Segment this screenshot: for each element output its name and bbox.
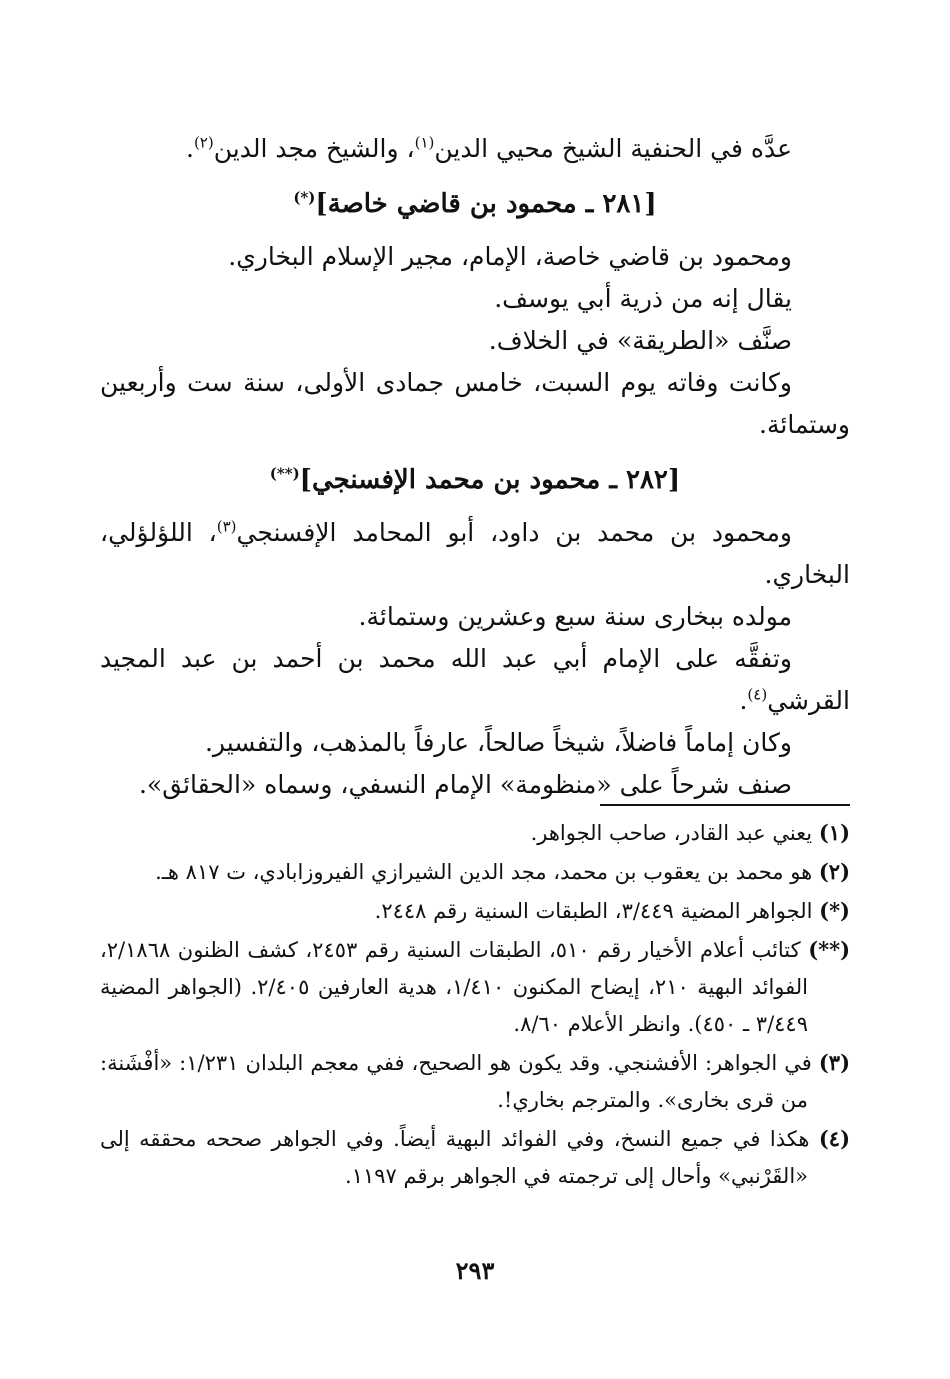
footnote-mark: (٢) (818, 859, 850, 884)
entry-282-p1-end: ، اللؤلؤلي، البخاري. (100, 518, 850, 589)
footnote-double-star (100, 931, 850, 1043)
entry-281-paragraph-4: وكانت وفاته يوم السبت، خامس جمادى الأولى، سنة ست وأربعين وستمائة. (100, 368, 850, 439)
entry-281-heading (100, 182, 850, 226)
page-number: ٢٩٣ (455, 1256, 495, 1285)
footnote-ref-1: (١) (414, 133, 435, 152)
footnote-ref-3: (٣) (216, 517, 237, 536)
footnote-text: هكذا في جميع النسخ، وفي الفوائد البهية أيضاً. وفي الجواهر صححه محققه إلى «القَرْنبي» وأحال إلى ترجمته في الجواهر برقم ١١٩٧. (100, 1127, 810, 1188)
footnote-text: يعني عبد القادر، صاحب الجواهر. (530, 821, 813, 845)
entry-282-p3-end: . (739, 686, 748, 715)
entry-282-paragraph-5: صنف شرحاً على «منظومة» الإمام النسفي، وسماه «الحقائق». (138, 770, 792, 799)
entry-281-source-mark: (*) (293, 188, 316, 207)
entry-282-paragraph-1 (100, 512, 850, 596)
entry-281-paragraph-1: ومحمود بن قاضي خاصة، الإمام، مجير الإسلام البخاري. (228, 242, 792, 271)
entry-282-p3-text: وتفقَّه على الإمام أبي عبد الله محمد بن أحمد بن عبد المجيد القرشي (100, 644, 850, 715)
entry-282-paragraph-2: مولده ببخارى سنة سبع وعشرين وستمائة. (358, 602, 792, 631)
entry-282-p1-text: ومحمود بن محمد بن داود، أبو المحامد الإفسنجي (236, 518, 792, 547)
footnote-ref-4: (٤) (747, 685, 768, 704)
entry-282-source-mark: (**) (269, 464, 300, 483)
footnote-star (100, 892, 850, 930)
entry-281-title: [٢٨١ ـ محمود بن قاضي خاصة] (315, 189, 657, 219)
entry-282-heading (100, 458, 850, 502)
entry-282-paragraph-4: وكان إماماً فاضلاً، شيخاً صالحاً، عارفاً بالمذهب، والتفسير. (204, 728, 792, 757)
intro-text-mid: ، والشيخ مجد الدين (213, 134, 415, 163)
footnote-mark: (٤) (818, 1126, 850, 1151)
footnote-text: في الجواهر: الأفشنجي. وقد يكون هو الصحيح، ففي معجم البلدان ١/٢٣١: «أفْشَنة: من قرى بخارى». والمترجم بخاري!. (100, 1051, 812, 1112)
footnote-text: الجواهر المضية ٣/٤٤٩، الطبقات السنية رقم ٢٤٤٨. (374, 899, 813, 923)
footnote-mark: (٣) (818, 1050, 850, 1075)
intro-text: عدَّه في الحنفية الشيخ محيي الدين (434, 134, 792, 163)
entry-281-paragraph-2: يقال إنه من ذرية أبي يوسف. (494, 284, 792, 313)
intro-end: . (185, 134, 194, 163)
footnote-mark: (**) (808, 937, 851, 962)
footnote-4 (100, 1120, 850, 1195)
main-text (100, 128, 850, 806)
intro-paragraph (100, 128, 850, 170)
footnote-mark: (١) (818, 820, 850, 845)
entry-282-title: [٢٨٢ ـ محمود بن محمد الإفسنجي] (299, 465, 681, 495)
footnote-3 (100, 1044, 850, 1119)
footnote-2 (100, 853, 850, 891)
entry-282-paragraph-3 (100, 638, 850, 722)
footnote-ref-2: (٢) (193, 133, 214, 152)
footnote-1 (100, 814, 850, 852)
entry-281-paragraph-3: صنَّف «الطريقة» في الخلاف. (488, 326, 792, 355)
footnote-text: هو محمد بن يعقوب بن محمد، مجد الدين الشيرازي الفيروزابادي، ت ٨١٧ هـ. (155, 860, 813, 884)
footnotes (100, 814, 850, 1196)
footnote-separator (600, 804, 850, 806)
footnote-mark: (*) (819, 898, 850, 923)
footnote-text: كتائب أعلام الأخيار رقم ٥١٠، الطبقات السنية رقم ٢٤٥٣، كشف الظنون ٢/١٨٦٨، الفوائد البهية ٢١٠، إيضاح المكنون ١/٤١٠، هدية العارفين ٢/٤٠٥. (الجواهر المضية ٣/٤٤٩ ـ ٤٥٠). وانظر الأعلام ٨/٦٠. (100, 938, 808, 1036)
